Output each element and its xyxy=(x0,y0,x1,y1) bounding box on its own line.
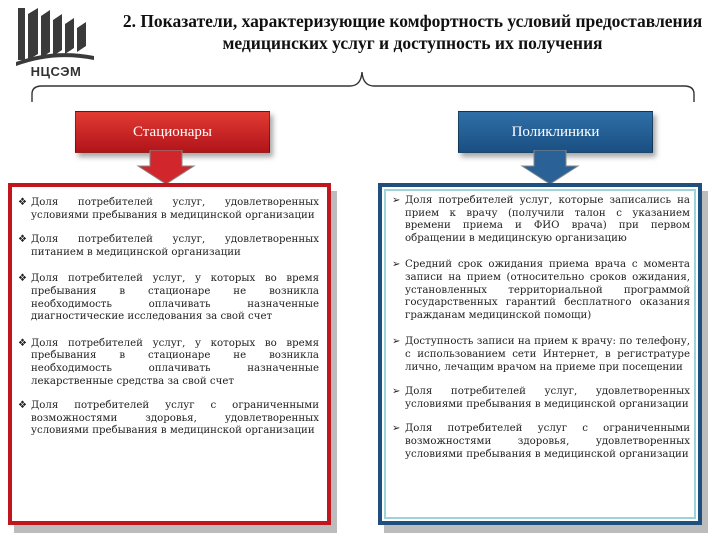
list-item: ❖ Доля потребителей услуг, у которых во время пребывания в стационаре не возникла необходимость оплачивать назначенные диагностические исследования за свой счет xyxy=(18,273,319,323)
list-item: ❖ Доля потребителей услуг, удовлетворенных питанием в медицинской организации xyxy=(18,234,319,258)
clinics-header: Поликлиники xyxy=(458,111,653,153)
hospitals-panel xyxy=(8,183,331,525)
list-item: ➢ Доля потребителей услуг, которые записались на прием к врачу (получили талон с указанием времени приема и ФИО врача) при первом обращении в медицинскую организацию xyxy=(392,195,690,244)
arrowhead-bullet-icon: ➢ xyxy=(392,386,401,398)
list-item: ➢ Доля потребителей услуг, удовлетворенных условиями пребывания в медицинской организации xyxy=(392,386,690,410)
list-item: ➢ Доля потребителей услуг с ограниченными возможностями здоровья, удовлетворенных условиями пребывания в медицинской организации xyxy=(392,423,690,460)
hospitals-list xyxy=(18,197,319,438)
arrowhead-bullet-icon: ➢ xyxy=(392,259,401,271)
clinics-arrow-icon xyxy=(520,150,580,186)
diamond-bullet-icon: ❖ xyxy=(18,337,27,349)
arrowhead-bullet-icon: ➢ xyxy=(392,423,401,435)
clinics-list xyxy=(392,195,690,461)
logo-caption: НЦСЭМ xyxy=(30,64,82,79)
list-item: ❖ Доля потребителей услуг, удовлетворенных условиями пребывания в медицинской организации xyxy=(18,197,319,221)
clinics-panel xyxy=(378,183,702,525)
diamond-bullet-icon: ❖ xyxy=(18,234,27,246)
list-item: ❖ Доля потребителей услуг с ограниченными возможностями здоровья, удовлетворенных условиями пребывания в медицинской организации xyxy=(18,400,319,437)
list-item: ➢ Доступность записи на прием к врачу: по телефону, с использованием сети Интернет, в регистратуре лично, лечащим врачом на приеме при посещении xyxy=(392,336,690,373)
diamond-bullet-icon: ❖ xyxy=(18,400,27,412)
hospitals-header: Стационары xyxy=(75,111,270,153)
list-item: ➢ Средний срок ожидания приема врача с момента записи на прием (относительно сроков ожидания, установленных территориальной программой государственных гарантий бесплатного оказания гражданам медицинской помощи) xyxy=(392,259,690,321)
hospitals-arrow-icon xyxy=(136,150,196,186)
arrowhead-bullet-icon: ➢ xyxy=(392,336,401,348)
diamond-bullet-icon: ❖ xyxy=(18,273,27,285)
page-title: 2. Показатели, характеризующие комфортность условий предоставления медицинских услуг и доступность их получения xyxy=(122,11,703,53)
arrowhead-bullet-icon: ➢ xyxy=(392,195,401,206)
curly-brace-divider xyxy=(28,66,698,106)
list-item: ❖ Доля потребителей услуг, у которых во время пребывания в стационаре не возникла необходимость оплачивать назначенные лекарственные средства за свой счет xyxy=(18,337,319,387)
diamond-bullet-icon: ❖ xyxy=(18,197,27,208)
